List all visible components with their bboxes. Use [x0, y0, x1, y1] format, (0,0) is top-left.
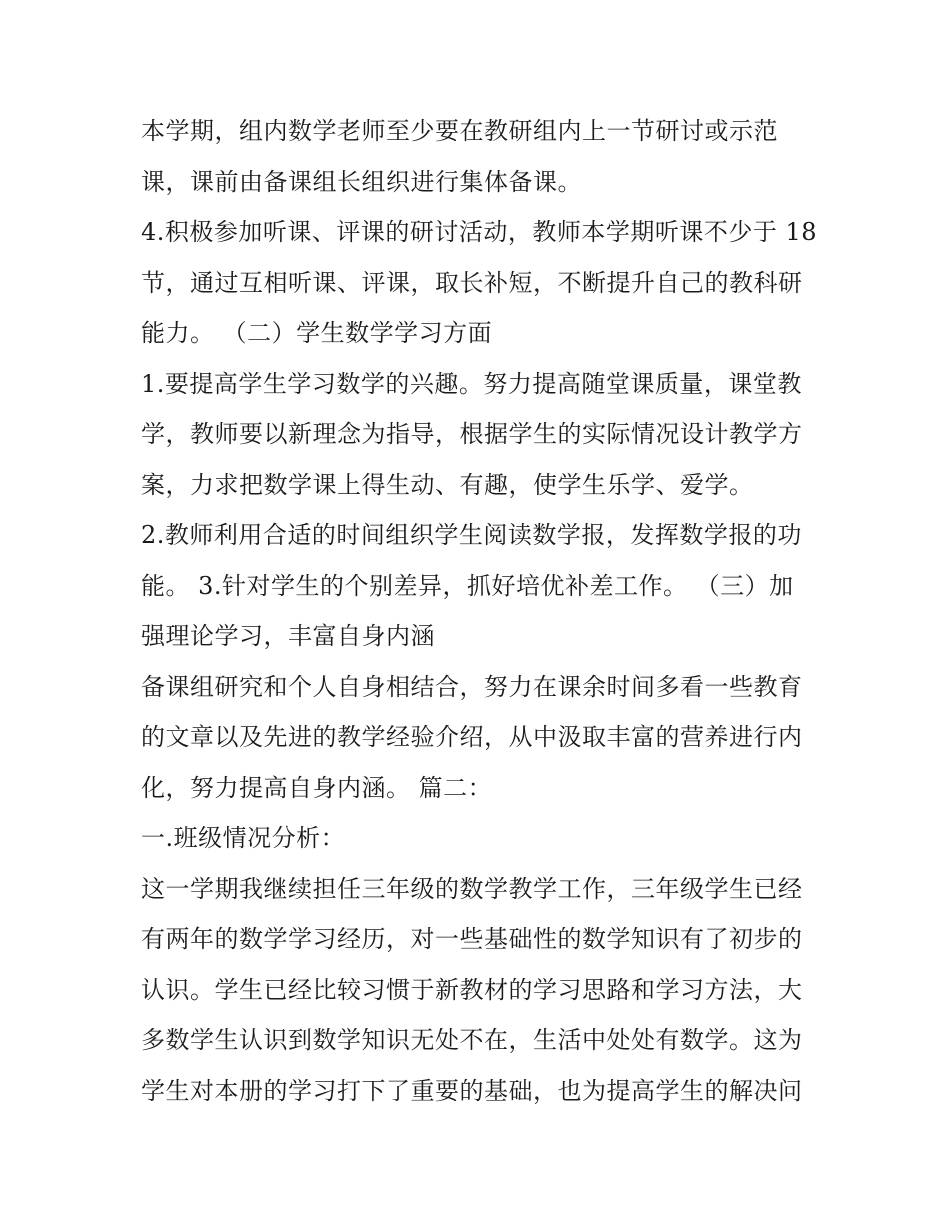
text-line: 学生对本册的学习打下了重要的基础，也为提高学生的解决问: [141, 1076, 803, 1105]
text-line: 能。 3.针对学生的个别差异，抓好培优补差工作。 （三）加: [141, 571, 794, 600]
text-line: 4.积极参加听课、评课的研讨活动，教师本学期听课不少于 18: [141, 218, 818, 246]
text-line: 1.要提高学生学习数学的兴趣。努力提高随堂课质量，课堂教: [141, 369, 802, 398]
text-line: 本学期，组内数学老师至少要在教研组内上一节研讨或示范: [141, 117, 778, 145]
text-line: 强理论学习，丰富自身内涵: [141, 622, 435, 650]
body-text: [141, 106, 821, 1116]
text-line: 的文章以及先进的教学经验介绍，从中汲取丰富的营养进行内: [141, 723, 803, 751]
text-line: 学，教师要以新理念为指导，根据学生的实际情况设计教学方: [141, 420, 803, 448]
text-line: 案，力求把数学课上得生动、有趣，使学生乐学、爱学。: [141, 470, 754, 499]
text-line: 这一学期我继续担任三年级的数学教学工作，三年级学生已经: [141, 874, 803, 903]
text-line: 化，努力提高自身内涵。 篇二：: [141, 773, 493, 802]
text-line: 课，课前由备课组长组织进行集体备课。: [141, 167, 582, 196]
text-line: 能力。 （二）学生数学学习方面: [141, 319, 493, 347]
text-line: 备课组研究和个人自身相结合，努力在课余时间多看一些教育: [141, 672, 803, 701]
text-line: 认识。学生已经比较习惯于新教材的学习思路和学习方法，大: [141, 975, 803, 1004]
text-line: 节，通过互相听课、评课，取长补短，不断提升自己的教科研: [141, 268, 803, 297]
text-line: 有两年的数学学习经历，对一些基础性的数学知识有了初步的: [141, 925, 803, 953]
text-line: 一.班级情况分析：: [141, 824, 346, 852]
text-line: 多数学生认识到数学知识无处不在，生活中处处有数学。这为: [141, 1026, 803, 1054]
text-line: 2.教师利用合适的时间组织学生阅读数学报，发挥数学报的功: [141, 521, 802, 549]
